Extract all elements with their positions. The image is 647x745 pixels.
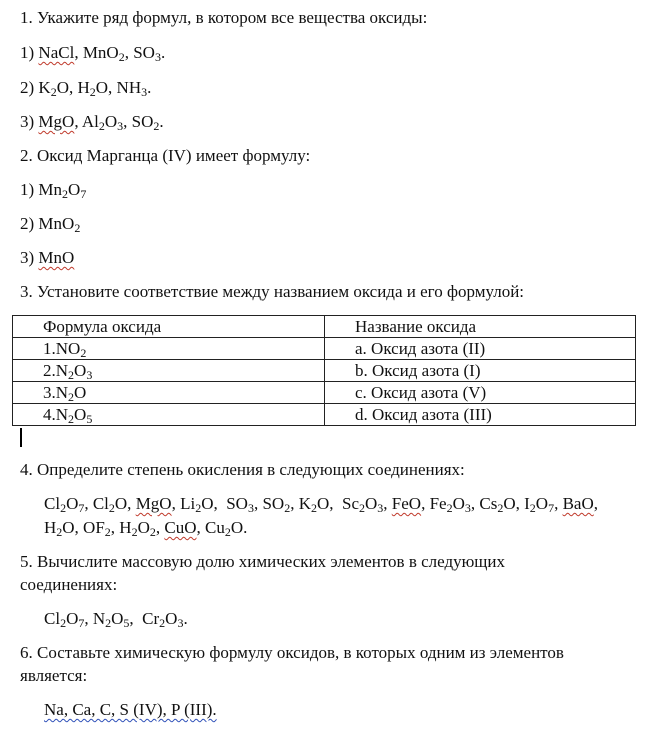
question-4-compounds-line-1: $Cl_2O_7$, $Cl_2O$, MgO, $Li_2O$, $SO_3$, $SO_2$, $K_2O$, $Sc_2O_3$, FeO, $Fe_2O_3$, $Cs_2O$, $I_2O_7$, BaO, — [44, 494, 598, 515]
question-1-option-1: 1) NaCl, MnO$_2$, $SO_3$. — [20, 43, 166, 64]
question-5-title-line-1: 5. Вычислите массовую долю химических элементов в следующих — [20, 552, 505, 571]
formula-cell: $1.NO_2$ — [13, 338, 325, 360]
question-2-option-1: 1) $Mn_2O_7$ — [20, 180, 87, 201]
table-row — [13, 382, 636, 404]
question-4-compounds-line-2: $H_2O$, $OF_2$, $H_2O_2$, CuO, $Cu_2O$. — [44, 518, 248, 539]
table-row — [13, 338, 636, 360]
table-row — [13, 360, 636, 382]
text-cursor — [20, 428, 22, 447]
question-1-option-2: 2) $K_2O$, $H_2O$, $NH_3$. — [20, 78, 152, 99]
oxide-matching-table — [12, 315, 636, 426]
question-3-title: 3. Установите соответствие между названием оксида и его формулой: — [20, 282, 525, 301]
formula-cell: $4.N_2O_5$ — [13, 404, 325, 426]
name-cell: b. Оксид азота (I) — [325, 360, 636, 382]
name-cell: d. Оксид азота (III) — [325, 404, 636, 426]
question-2-title: 2. Оксид Марганца (IV) имеет формулу: — [20, 146, 311, 165]
table-header-row — [13, 316, 636, 338]
question-5-compounds: $Cl_2O_7$, $N_2O_5$, $Cr_2O_3$. — [44, 609, 188, 630]
question-4-title: 4. Определите степень окисления в следующих соединениях: — [20, 460, 465, 479]
header-name: Название оксида — [325, 316, 636, 338]
question-5-title-line-2: соединениях: — [20, 575, 118, 594]
question-1-title: 1. Укажите ряд формул, в котором все вещества оксиды: — [20, 8, 428, 27]
name-cell: c. Оксид азота (V) — [325, 382, 636, 404]
question-6-elements: Na, Ca, C, S (IV), P (III). — [44, 700, 217, 719]
header-formula: Формула оксида — [13, 316, 325, 338]
question-6-title-line-2: является: — [20, 666, 88, 685]
formula-cell: $3.N_2O$ — [13, 382, 325, 404]
question-2-option-2: 2) MnO$_2$ — [20, 214, 81, 235]
question-1-option-3: 3) MgO, $Al_2O_3$, $SO_2$. — [20, 112, 164, 133]
question-2-option-3: 3) MnO — [20, 248, 75, 267]
formula-cell: $2.N_2O_3$ — [13, 360, 325, 382]
question-6-title-line-1: 6. Составьте химическую формулу оксидов, в которых одним из элементов — [20, 643, 564, 662]
name-cell: a. Оксид азота (II) — [325, 338, 636, 360]
table-row — [13, 404, 636, 426]
